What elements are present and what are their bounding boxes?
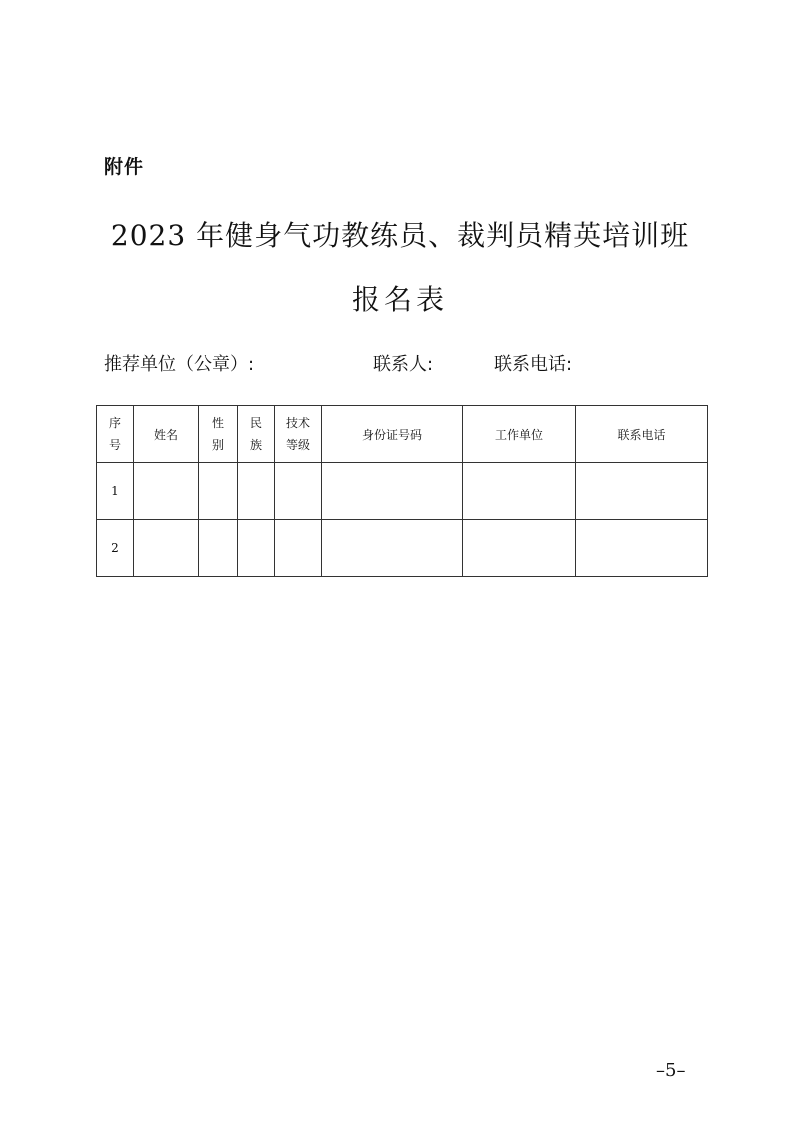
cell-tech-level[interactable] [275, 520, 322, 577]
table-row [97, 520, 708, 577]
page-number: –5– [656, 1060, 686, 1081]
cell-ethnicity[interactable] [238, 520, 275, 577]
table-header-row [97, 406, 708, 463]
cell-id-number[interactable] [322, 520, 463, 577]
header-ethnicity: 民族 [238, 406, 275, 463]
cell-name[interactable] [134, 463, 199, 520]
contact-person-label: 联系人: [373, 354, 434, 375]
cell-tech-level[interactable] [275, 463, 322, 520]
row-seq: 1 [97, 463, 134, 520]
cell-gender[interactable] [199, 463, 238, 520]
header-gender: 性别 [199, 406, 238, 463]
recommend-unit-label: 推荐单位（公章）: [104, 354, 255, 375]
header-seq: 序号 [97, 406, 134, 463]
form-subtitle: 报名表 [351, 283, 448, 316]
cell-work-unit[interactable] [463, 463, 576, 520]
contact-phone-label: 联系电话: [494, 354, 573, 375]
cell-phone[interactable] [576, 520, 708, 577]
table-row [97, 463, 708, 520]
cell-ethnicity[interactable] [238, 463, 275, 520]
header-name: 姓名 [134, 406, 199, 463]
cell-phone[interactable] [576, 463, 708, 520]
cell-gender[interactable] [199, 520, 238, 577]
header-tech-level: 技术等级 [275, 406, 322, 463]
registration-table [96, 405, 708, 577]
attachment-label: 附件 [104, 156, 145, 178]
header-phone: 联系电话 [576, 406, 708, 463]
cell-work-unit[interactable] [463, 520, 576, 577]
cell-name[interactable] [134, 520, 199, 577]
form-title: 2023 年健身气功教练员、裁判员精英培训班 [110, 219, 690, 252]
header-id-number: 身份证号码 [322, 406, 463, 463]
cell-id-number[interactable] [322, 463, 463, 520]
header-work-unit: 工作单位 [463, 406, 576, 463]
row-seq: 2 [97, 520, 134, 577]
